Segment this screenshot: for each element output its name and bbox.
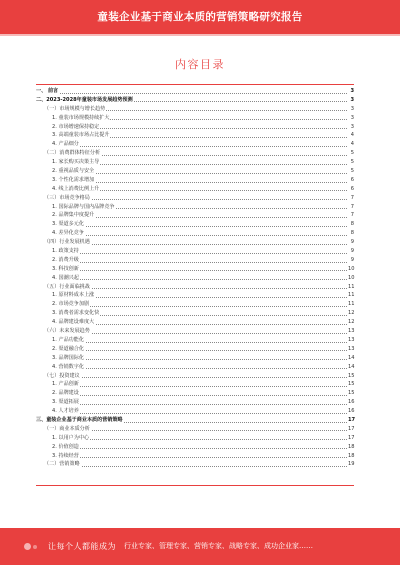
toc-entry-page: 7	[348, 211, 354, 220]
table-of-contents	[36, 87, 354, 469]
toc-entry-label: 2. 渠道融合化	[52, 345, 84, 352]
document-title: 童装企业基于商业本质的营销策略研究报告	[97, 11, 303, 23]
toc-entry-page: 17	[348, 425, 355, 432]
toc-entry-page: 18	[348, 452, 355, 459]
toc-entry-page: 5	[348, 149, 354, 158]
toc-entry-page: 19	[348, 461, 355, 468]
toc-entry-label: 4. 产品细分	[52, 141, 79, 148]
toc-heading: 内容目录	[175, 58, 225, 71]
toc-entry-label: 3. 个性化需求增加	[52, 176, 95, 183]
toc-entry-label: （二）消费群体特征分析	[44, 150, 101, 157]
toc-entry-page: 3	[348, 96, 354, 105]
toc-entry[interactable]	[36, 176, 354, 185]
toc-dot-leader	[52, 306, 349, 307]
toc-entry-label: 2. 品牌集中度提升	[52, 212, 95, 219]
toc-entry-page: 11	[348, 301, 355, 308]
toc-entry-page: 9	[348, 247, 354, 256]
toc-entry-page: 4	[348, 140, 354, 149]
toc-entry[interactable]	[36, 149, 354, 158]
toc-entry-label: 2. 品牌建设	[52, 390, 79, 397]
toc-entry[interactable]	[36, 220, 354, 229]
toc-entry-label: 4. 品牌建设难度大	[52, 319, 95, 326]
toc-entry-page: 3	[348, 123, 354, 132]
toc-dot-leader	[52, 350, 349, 351]
toc-entry-label: 2. 消费升级	[52, 256, 79, 263]
toc-entry[interactable]	[36, 140, 354, 149]
toc-entry-page: 15	[348, 381, 355, 388]
toc-dot-leader	[52, 413, 349, 414]
toc-dot-leader	[52, 404, 349, 405]
toc-entry-label: 4. 人才培养	[52, 408, 79, 415]
toc-entry-page: 12	[348, 310, 355, 317]
toc-entry[interactable]	[36, 336, 354, 345]
toc-entry[interactable]	[36, 158, 354, 167]
toc-dot-leader	[52, 217, 349, 218]
toc-entry-page: 15	[348, 372, 355, 379]
toc-entry-page: 11	[348, 292, 355, 299]
toc-entry[interactable]	[36, 283, 354, 292]
toc-entry-label: 2. 重视品质与安全	[52, 168, 95, 175]
toc-entry-label: 1. 以用户为中心	[52, 434, 90, 441]
toc-entry-page: 4	[348, 131, 354, 140]
toc-dot-leader	[52, 253, 349, 254]
toc-entry-page: 17	[348, 416, 356, 423]
toc-entry[interactable]	[36, 372, 354, 381]
header-bar	[0, 0, 400, 34]
toc-entry-label: 3. 渠道多元化	[52, 221, 84, 228]
toc-entry[interactable]	[36, 425, 354, 434]
toc-dot-leader	[52, 359, 349, 360]
toc-entry-page: 3	[348, 105, 354, 114]
toc-dot-leader	[36, 93, 349, 94]
toc-entry-label: 一、 前言	[36, 88, 59, 94]
toc-entry[interactable]	[36, 327, 354, 336]
toc-entry[interactable]	[36, 300, 354, 309]
toc-entry-page: 3	[348, 114, 354, 123]
toc-entry-page: 14	[348, 363, 355, 370]
toc-entry[interactable]	[36, 345, 354, 354]
toc-entry[interactable]	[36, 318, 354, 327]
toc-entry-page: 9	[348, 256, 354, 265]
toc-entry[interactable]	[36, 460, 354, 469]
footer-tagline: 行业专家、管理专家、营销专家、战略专家、成功企业家……	[124, 542, 313, 550]
toc-entry-label: （七）投资建议	[44, 372, 80, 379]
toc-entry-page: 6	[348, 176, 354, 185]
decorative-dot-icon	[24, 543, 31, 550]
toc-entry[interactable]	[36, 389, 354, 398]
toc-entry-page: 7	[348, 194, 354, 203]
toc-dot-leader	[52, 297, 349, 298]
toc-entry-label: 3. 渠道拓展	[52, 399, 79, 406]
toc-entry[interactable]	[36, 87, 354, 96]
toc-entry-label: 1. 家长购买决策主导	[52, 159, 100, 166]
toc-entry-page: 12	[348, 319, 355, 326]
toc-entry-page: 3	[348, 87, 354, 96]
toc-entry[interactable]	[36, 105, 354, 114]
toc-entry[interactable]	[36, 238, 354, 247]
toc-dot-leader	[52, 386, 349, 387]
toc-entry-page: 5	[348, 167, 354, 176]
toc-entry[interactable]	[36, 203, 354, 212]
toc-entry[interactable]	[36, 274, 354, 283]
toc-entry[interactable]	[36, 416, 354, 425]
toc-dot-leader	[52, 279, 349, 280]
toc-dot-leader	[52, 439, 349, 440]
toc-entry-page: 5	[348, 158, 354, 167]
toc-entry[interactable]	[36, 96, 354, 105]
toc-dot-leader	[52, 226, 349, 227]
toc-dot-leader	[52, 262, 349, 263]
toc-entry-label: （二）营销策略	[44, 461, 80, 468]
toc-entry-label: 2. 市场竞争加剧	[52, 301, 90, 308]
toc-dot-leader	[44, 466, 349, 467]
toc-entry-page: 17	[348, 434, 355, 441]
toc-entry[interactable]	[36, 380, 354, 389]
toc-dot-leader	[52, 182, 349, 183]
toc-dot-leader	[52, 324, 349, 325]
toc-entry-label: 3. 科技创新	[52, 265, 79, 272]
toc-entry-label: 3. 持续经营	[52, 452, 79, 459]
toc-entry-label: 3. 高端童装市场占比提升	[52, 132, 110, 139]
toc-entry[interactable]	[36, 434, 354, 443]
toc-dot-leader	[52, 457, 349, 458]
toc-bottom-rule	[36, 485, 354, 486]
toc-dot-leader	[52, 270, 349, 271]
toc-entry-label: 三、童装企业基于商业本质的营销策略	[36, 416, 123, 423]
toc-entry-label: 2. 价值创造	[52, 443, 79, 450]
toc-entry-label: （三）市场竞争格局	[44, 194, 90, 201]
toc-entry-page: 16	[348, 408, 355, 415]
toc-entry-label: （一）市场规模与增长趋势	[44, 105, 106, 112]
toc-dot-leader	[52, 395, 349, 396]
toc-entry[interactable]	[36, 354, 354, 363]
toc-dot-leader	[52, 146, 349, 147]
toc-entry[interactable]	[36, 443, 354, 452]
toc-entry-label: （一）商业本质分析	[44, 425, 90, 432]
toc-entry-page: 13	[348, 328, 355, 335]
toc-entry-label: 4. 线上消费比例上升	[52, 185, 100, 192]
toc-entry-label: 1. 童装市场规模持续扩大	[52, 114, 110, 121]
toc-entry-label: 2. 市场增速保持稳定	[52, 123, 100, 130]
toc-entry[interactable]	[36, 247, 354, 256]
toc-entry-label: 4. 营销数字化	[52, 363, 84, 370]
toc-entry-label: 1. 原材料成本上涨	[52, 292, 95, 299]
toc-entry[interactable]	[36, 256, 354, 265]
toc-entry-page: 11	[348, 283, 355, 290]
toc-entry-label: 4. 国潮兴起	[52, 274, 79, 281]
toc-top-rule	[36, 84, 354, 85]
toc-entry[interactable]	[36, 363, 354, 372]
toc-entry-page: 10	[348, 274, 355, 281]
toc-entry-label: 4. 差异化竞争	[52, 230, 84, 237]
toc-entry[interactable]	[36, 452, 354, 461]
toc-entry-page: 13	[348, 345, 355, 352]
toc-entry-label: 3. 品牌国际化	[52, 354, 84, 361]
footer-bar	[0, 528, 400, 565]
toc-entry[interactable]	[36, 131, 354, 140]
toc-entry-page: 10	[348, 265, 355, 272]
toc-dot-leader	[52, 368, 349, 369]
toc-entry-label: （五）行业面临挑战	[44, 283, 90, 290]
toc-entry-page: 18	[348, 443, 355, 450]
toc-entry[interactable]	[36, 114, 354, 123]
toc-entry-page: 15	[348, 390, 355, 397]
footer-slogan: 让每个人都能成为	[48, 542, 116, 551]
toc-dot-leader	[44, 377, 349, 378]
toc-entry-label: 1. 政策支持	[52, 248, 79, 255]
toc-entry-label: 1. 产品功能化	[52, 336, 84, 343]
toc-entry[interactable]	[36, 167, 354, 176]
toc-entry[interactable]	[36, 123, 354, 132]
toc-entry-label: 二、2023-2028年童装市场发展趋势预测	[36, 96, 133, 103]
toc-entry-page: 13	[348, 336, 355, 343]
header-divider	[0, 34, 400, 36]
toc-entry-label: 1. 国际品牌与国内品牌竞争	[52, 203, 115, 210]
toc-entry-label: （六）未来发展趋势	[44, 328, 90, 335]
toc-entry-page: 8	[348, 229, 354, 238]
toc-entry[interactable]	[36, 309, 354, 318]
toc-entry[interactable]	[36, 265, 354, 274]
toc-entry[interactable]	[36, 291, 354, 300]
toc-entry[interactable]	[36, 194, 354, 203]
toc-entry-label: （四）行业发展机遇	[44, 239, 90, 246]
toc-dot-leader	[52, 448, 349, 449]
toc-dot-leader	[52, 173, 349, 174]
toc-entry[interactable]	[36, 229, 354, 238]
toc-entry[interactable]	[36, 185, 354, 194]
toc-entry[interactable]	[36, 211, 354, 220]
toc-entry-page: 16	[348, 399, 355, 406]
toc-entry-label: 3. 消费者需求变化快	[52, 310, 100, 317]
decorative-dot-icon	[33, 545, 37, 549]
toc-entry[interactable]	[36, 407, 354, 416]
toc-dot-leader	[52, 235, 349, 236]
toc-entry-label: 1. 产品创新	[52, 381, 79, 388]
toc-entry-page: 9	[348, 238, 354, 247]
toc-entry-page: 7	[348, 203, 354, 212]
toc-entry-page: 8	[348, 220, 354, 229]
toc-entry[interactable]	[36, 398, 354, 407]
toc-entry-page: 14	[348, 354, 355, 361]
toc-dot-leader	[52, 342, 349, 343]
toc-entry-page: 6	[348, 185, 354, 194]
